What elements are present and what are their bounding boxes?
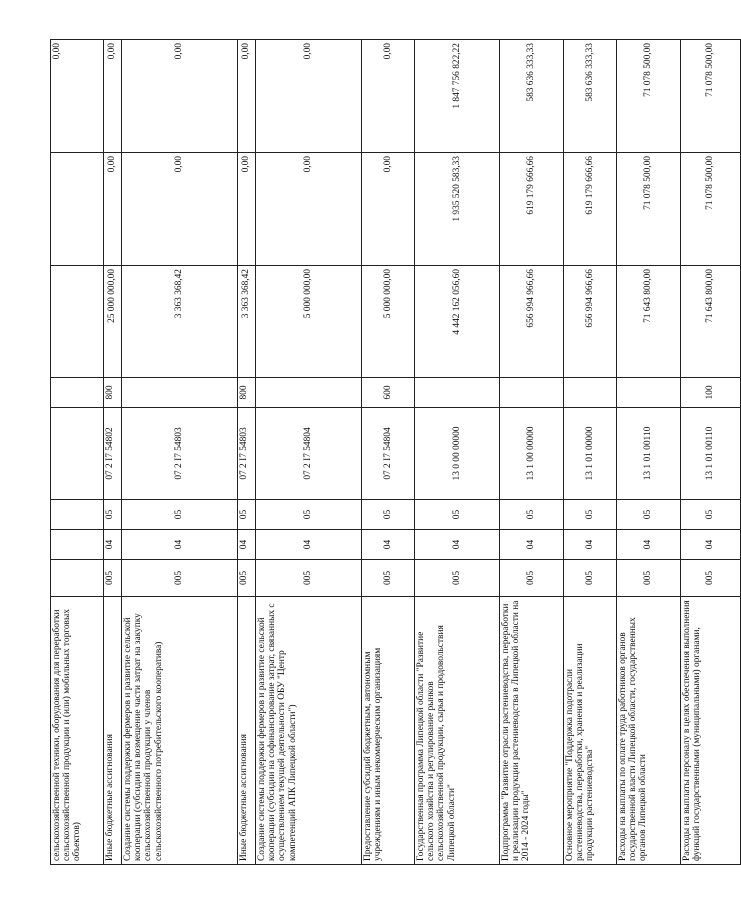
amount-year-2: 619 179 666,66 — [500, 153, 564, 266]
ved-code: 005 — [681, 560, 741, 597]
amount-year-1 — [51, 266, 104, 378]
amount-year-2: 0,00 — [256, 153, 362, 266]
amount-year-1: 4 442 162 056,60 — [415, 266, 500, 378]
table-row — [51, 40, 104, 865]
amount-year-1: 71 643 800,00 — [681, 266, 741, 378]
amount-year-1: 3 363 368,42 — [238, 266, 256, 378]
row-name: Государственная программа Липецкой области "Развитие сельского хозяйства и регулирование рынков сельскохозяйственной продукции, сырья и продовольствия Липецкой области" — [415, 597, 500, 865]
amount-year-3: 0,00 — [122, 40, 238, 153]
amount-year-3: 583 636 333,33 — [564, 40, 617, 153]
amount-year-2: 0,00 — [362, 153, 415, 266]
target-article-code: 07 2 I7 54804 — [362, 408, 415, 500]
expense-type-code: 800 — [104, 378, 122, 408]
section-code: 04 — [415, 530, 500, 560]
ved-code — [51, 560, 104, 597]
section-code: 04 — [564, 530, 617, 560]
table-row — [256, 40, 362, 865]
row-name: Иные бюджетные ассигнования — [104, 597, 122, 865]
amount-year-3: 0,00 — [362, 40, 415, 153]
subsection-code: 05 — [500, 500, 564, 530]
table-row — [362, 40, 415, 865]
amount-year-2: 619 179 666,66 — [564, 153, 617, 266]
amount-year-3: 0,00 — [256, 40, 362, 153]
amount-year-3: 0,00 — [104, 40, 122, 153]
amount-year-1: 656 994 966,66 — [564, 266, 617, 378]
target-article-code — [51, 408, 104, 500]
expense-type-code — [415, 378, 500, 408]
target-article-code: 07 2 I7 54803 — [238, 408, 256, 500]
amount-year-2: 1 935 520 583,33 — [415, 153, 500, 266]
table-row — [104, 40, 122, 865]
target-article-code: 07 2 I7 54802 — [104, 408, 122, 500]
amount-year-1: 71 643 800,00 — [617, 266, 681, 378]
target-article-code: 13 1 01 00110 — [617, 408, 681, 500]
amount-year-1: 656 994 966,66 — [500, 266, 564, 378]
expense-type-code: 800 — [238, 378, 256, 408]
ved-code: 005 — [122, 560, 238, 597]
amount-year-3: 583 636 333,33 — [500, 40, 564, 153]
ved-code: 005 — [256, 560, 362, 597]
amount-year-1: 5 000 000,00 — [362, 266, 415, 378]
expense-type-code: 100 — [681, 378, 741, 408]
amount-year-3: 0,00 — [238, 40, 256, 153]
expense-type-code: 600 — [362, 378, 415, 408]
section-code — [51, 530, 104, 560]
section-code: 04 — [617, 530, 681, 560]
expense-type-code — [256, 378, 362, 408]
target-article-code: 13 1 01 00110 — [681, 408, 741, 500]
row-name: Создание системы поддержки фермеров и развитие сельской кооперации (субсидии на возмещение части затрат на закупку сельскохозяйственной продукции у членов сельскохозяйственного потребительского кооператива) — [122, 597, 238, 865]
subsection-code: 05 — [415, 500, 500, 530]
expense-type-code — [500, 378, 564, 408]
amount-year-1: 25 000 000,00 — [104, 266, 122, 378]
section-code: 04 — [362, 530, 415, 560]
section-code: 04 — [238, 530, 256, 560]
budget-table — [50, 39, 741, 865]
amount-year-3: 0,00 — [51, 40, 104, 153]
row-name: Основное мероприятие "Поддержка подотрасли растениеводства, переработки, хранения и реализации продукции растениеводства" — [564, 597, 617, 865]
subsection-code: 05 — [104, 500, 122, 530]
subsection-code: 05 — [256, 500, 362, 530]
row-name: Расходы на выплаты по оплате труда работников органов государственной власти Липецкой области, государственных органов Липецкой области — [617, 597, 681, 865]
amount-year-2 — [51, 153, 104, 266]
table-row — [564, 40, 617, 865]
table-row — [500, 40, 564, 865]
rotated-table-container — [50, 40, 716, 865]
ved-code: 005 — [238, 560, 256, 597]
amount-year-3: 71 078 500,00 — [617, 40, 681, 153]
table-row — [238, 40, 256, 865]
section-code: 04 — [500, 530, 564, 560]
subsection-code: 05 — [617, 500, 681, 530]
amount-year-2: 0,00 — [238, 153, 256, 266]
amount-year-3: 1 847 756 822,22 — [415, 40, 500, 153]
ved-code: 005 — [500, 560, 564, 597]
subsection-code: 05 — [238, 500, 256, 530]
amount-year-2: 0,00 — [104, 153, 122, 266]
expense-type-code — [564, 378, 617, 408]
subsection-code: 05 — [564, 500, 617, 530]
subsection-code: 05 — [362, 500, 415, 530]
row-name: сельскохозяйственной техники, оборудования для переработки сельскохозяйственной продукции и (или) мобильных торговых объектов) — [51, 597, 104, 865]
amount-year-3: 71 078 500,00 — [681, 40, 741, 153]
target-article-code: 07 2 I7 54803 — [122, 408, 238, 500]
target-article-code: 13 1 01 00000 — [564, 408, 617, 500]
table-row — [122, 40, 238, 865]
document-page — [50, 40, 716, 865]
table-row — [415, 40, 500, 865]
row-name: Иные бюджетные ассигнования — [238, 597, 256, 865]
section-code: 04 — [256, 530, 362, 560]
ved-code: 005 — [564, 560, 617, 597]
subsection-code: 05 — [122, 500, 238, 530]
ved-code: 005 — [415, 560, 500, 597]
expense-type-code — [51, 378, 104, 408]
amount-year-1: 5 000 000,00 — [256, 266, 362, 378]
ved-code: 005 — [362, 560, 415, 597]
table-row — [681, 40, 741, 865]
target-article-code: 13 0 00 00000 — [415, 408, 500, 500]
section-code: 04 — [681, 530, 741, 560]
row-name: Создание системы поддержки фермеров и развитие сельской кооперации (субсидии на софинансирование затрат, связанных с осуществлением текущей деятельности ОБУ "Центр компетенций АПК Липецкой области") — [256, 597, 362, 865]
amount-year-2: 71 078 500,00 — [681, 153, 741, 266]
row-name: Подпрограмма "Развитие отрасли растениеводства, переработки и реализации продукции растениеводства в Липецкой области на 2014 - 2024 годы" — [500, 597, 564, 865]
subsection-code: 05 — [681, 500, 741, 530]
section-code: 04 — [104, 530, 122, 560]
row-name: Расходы на выплаты персоналу в целях обеспечения выполнения функций государственными (муниципальными) органами, — [681, 597, 741, 865]
amount-year-2: 0,00 — [122, 153, 238, 266]
target-article-code: 13 1 00 00000 — [500, 408, 564, 500]
amount-year-2: 71 078 500,00 — [617, 153, 681, 266]
row-name: Предоставление субсидий бюджетным, автономным учреждениям и иным некоммерческим организациям — [362, 597, 415, 865]
expense-type-code — [122, 378, 238, 408]
ved-code: 005 — [617, 560, 681, 597]
amount-year-1: 3 363 368,42 — [122, 266, 238, 378]
subsection-code — [51, 500, 104, 530]
table-row — [617, 40, 681, 865]
target-article-code: 07 2 I7 54804 — [256, 408, 362, 500]
section-code: 04 — [122, 530, 238, 560]
expense-type-code — [617, 378, 681, 408]
ved-code: 005 — [104, 560, 122, 597]
